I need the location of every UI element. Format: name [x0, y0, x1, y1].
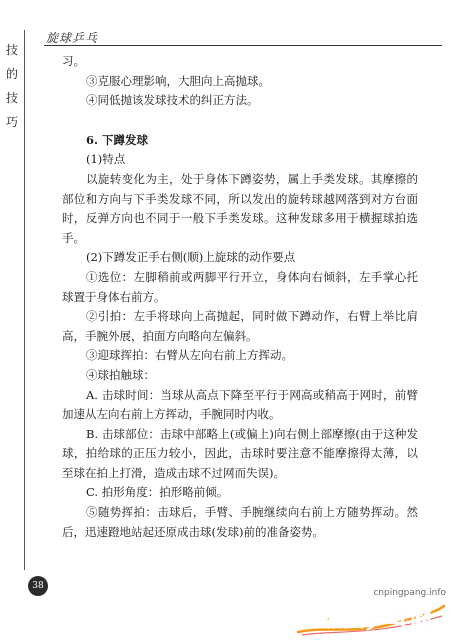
paragraph: ⑤随势挥拍：击球后，手臂、手腕继续向右前上方随势挥动。然后，迅速蹬地站起还原成击球(发球)前的准备姿势。 — [62, 505, 418, 539]
side-tab-char: 技 — [5, 43, 18, 57]
paragraph: ②引拍：左手将球向上高抛起，同时做下蹲动作，右臂上举比肩高，手腕外展，拍面方向略向左偏斜。 — [62, 309, 418, 343]
side-tab-char: 的 — [5, 67, 18, 81]
side-tab-char: 巧 — [5, 115, 18, 129]
subheading: (1)特点 — [86, 152, 126, 167]
paragraph: 以旋转变化为主，处于身体下蹲姿势，属上手类发球。其摩擦的部位和方向与下手类发球不同，所以发出的旋转球越网落到对方台面时，反弹方向也不同于一般下手类发球。这种发球多用于横握球拍选手。 — [62, 171, 418, 245]
watermark-logo — [296, 602, 446, 636]
header-title: 旋球乒乓 — [46, 31, 99, 45]
paragraph: A. 击球时间：当球从高点下降至平行于网高或稍高于网时，前臂加速从左向右前上方挥动，手腕同时内收。 — [62, 387, 418, 422]
page-body — [62, 52, 418, 542]
header-rule — [44, 45, 442, 46]
paragraph: ③迎球挥拍：右臂从左向右前上方挥动。 — [86, 348, 293, 363]
paragraph: C. 拍形角度：拍形略前倾。 — [86, 485, 229, 500]
paragraph: ①选位：左脚稍前或两脚平行开立，身体向右倾斜，左手掌心托球置于身体右前方。 — [62, 269, 418, 304]
paragraph: ④同低抛该发球技术的纠正方法。 — [86, 93, 259, 108]
paragraph: B. 击球部位：击球中部略上(或偏上)向右侧上部摩擦(由于这种发球，拍给球的正压力较小，因此，击球时要注意不能摩擦得太薄，以至球在拍上打滑，造成击球不过网而失误)。 — [62, 426, 418, 480]
paragraph: 习。 — [62, 54, 85, 68]
svg-text:乒乓网: 乒乓网 — [366, 609, 433, 634]
side-tab-char: 技 — [5, 91, 18, 105]
paragraph: ④球拍触球： — [86, 367, 155, 382]
side-tab — [2, 38, 22, 134]
paragraph: ③克服心理影响，大胆向上高抛球。 — [86, 73, 270, 88]
svg-text:精英: 精英 — [324, 607, 364, 631]
subheading: (2)下蹲发正手右侧(顺)上旋球的动作要点 — [86, 250, 296, 265]
running-header — [22, 28, 442, 48]
page-number: 38 — [28, 576, 48, 596]
watermark-url: cnpingpang.info — [373, 588, 446, 598]
section-heading: 6. 下蹲发球 — [86, 132, 149, 147]
margin-rule — [24, 30, 25, 570]
